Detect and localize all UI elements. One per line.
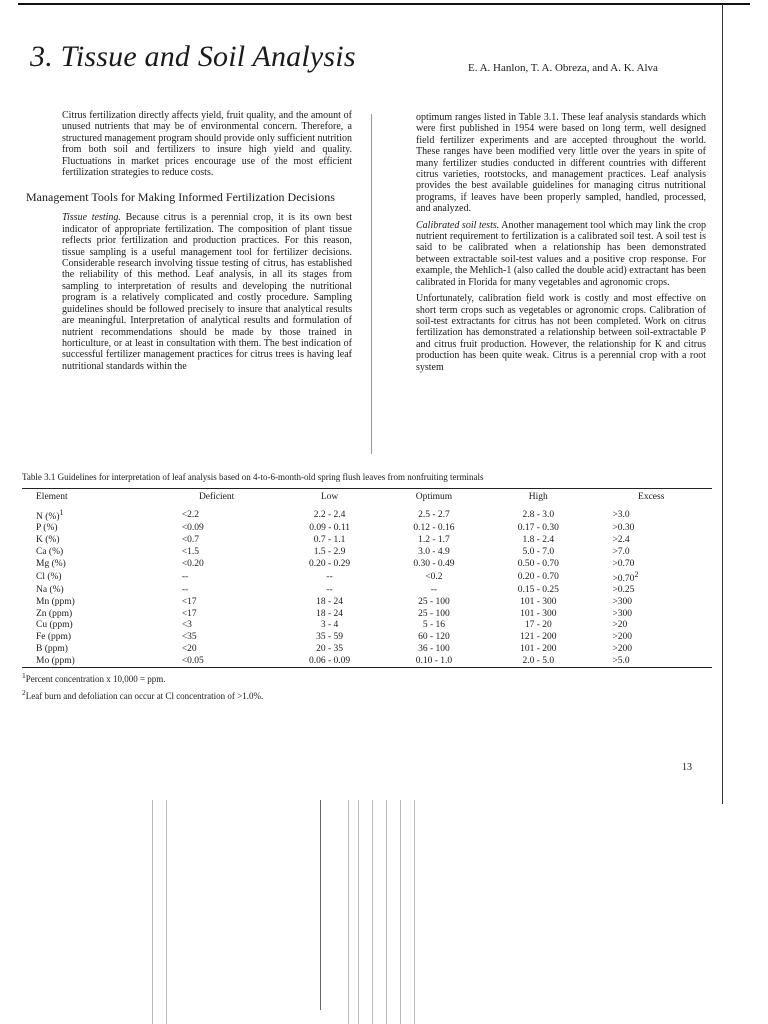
optimum-value: 0.12 - 0.16: [413, 523, 455, 534]
excess-value: >0.30: [612, 523, 635, 534]
page-edge: [722, 4, 723, 804]
table-row: [22, 546, 712, 558]
deficient-value: <0.09: [181, 523, 204, 534]
low-value: 1.5 - 2.9: [313, 546, 346, 557]
cell-optimum: [382, 608, 486, 620]
deficient-value: <0.05: [181, 656, 204, 667]
cell-excess: [590, 584, 712, 596]
table-row: [22, 558, 712, 570]
cell-low: [277, 631, 381, 643]
cell-deficient: [156, 584, 278, 596]
high-value: 0.20 - 0.70: [517, 571, 559, 582]
element-name: Ca (%): [36, 546, 64, 557]
excess-value: >200: [612, 644, 633, 655]
cell-element: [22, 558, 156, 570]
calibration-paragraph: Unfortunately, calibration field work is costly and most effective on short term crops such as vegetables or agronomic crops. Calibration of soil-test extractants for citrus has not been completed. Work on citrus fertilization has demonstrated a relationship between soil-extractable P and citrus fruit production. However, the relationship for K and citrus production has been quite weak. Citrus is a perennial crop with a root system: [416, 293, 706, 373]
cell-deficient: [156, 505, 278, 522]
cell-high: [486, 631, 590, 643]
cell-deficient: [156, 655, 278, 667]
low-value: 0.06 - 0.09: [309, 656, 351, 667]
cell-high: [486, 643, 590, 655]
cell-optimum: [382, 620, 486, 632]
footnote-1: [22, 670, 712, 685]
table-row: [22, 584, 712, 596]
excess-value: >0.25: [612, 584, 635, 595]
header-optimum: Optimum: [415, 492, 453, 502]
low-value: --: [326, 584, 333, 595]
element-name: Zn (ppm): [36, 608, 73, 619]
high-value: 101 - 300: [520, 596, 557, 607]
element-name: Cl (%): [36, 571, 62, 582]
cell-low: [277, 584, 381, 596]
cell-element: [22, 620, 156, 632]
optimum-value: --: [430, 584, 438, 595]
cell-optimum: [382, 546, 486, 558]
continuation-paragraph: optimum ranges listed in Table 3.1. These leaf analysis standards which were first published in 1954 were based on long term, well designed field fertilizer experiments and are accepted throughout the world. These ranges have been modified very little over the years in spite of many fertilizer studies conducted in different countries with different citrus varieties, rootstocks, and management practices. Leaf analysis provides the best available guidelines for managing citrus nutritional programs, if leaves have been properly sampled, handled, processed, and analyzed.: [416, 112, 706, 215]
right-column: [416, 112, 706, 378]
cell-high: [486, 596, 590, 608]
low-value: --: [326, 571, 333, 582]
footnote-2: [22, 687, 712, 702]
high-value: 101 - 300: [520, 608, 557, 619]
table-row: [22, 643, 712, 655]
tissue-testing-text: Because citrus is a perennial crop, it is its own best indicator of appropriate fertilization. The composition of plant tissue reflects prior fertilization and production practices. For this reason, tissue sampling is a useful management tool for fertilizer decisions. Considerable research involving tissue testing of citrus, has established the reliability of this method. Leaf analysis, in all its stages from sampling to interpretation of results and developing the nutritional program is a relatively complicated and costly procedure. Sampling guidelines should be followed precisely to insure that analytical results are meaningful. Interpretation of analytical results and formulation of nutrient recommendations should be made by those trained in horticulture, or at least in consultation with them. The best indication of successful fertilizer management practices for citrus trees is having leaf nutritional standards within the: [62, 212, 352, 372]
table-row: [22, 631, 712, 643]
cell-optimum: [382, 596, 486, 608]
cell-deficient: [156, 558, 278, 570]
optimum-value: 2.5 - 2.7: [418, 510, 450, 521]
element-name: Mn (ppm): [36, 596, 75, 607]
low-value: 35 - 59: [316, 632, 344, 643]
deficient-value: <0.20: [181, 558, 204, 569]
excess-value: >3.0: [612, 510, 630, 521]
excess-footnote-mark: 2: [634, 569, 639, 579]
excess-value: >7.0: [612, 546, 630, 557]
element-footnote-mark: 1: [59, 508, 64, 517]
element-name: N (%): [36, 512, 60, 523]
cell-deficient: [156, 546, 278, 558]
cell-element: [22, 570, 156, 584]
excess-value: >200: [612, 632, 633, 643]
table-row: [22, 534, 712, 546]
high-value: 0.50 - 0.70: [517, 558, 559, 569]
optimum-value: 0.30 - 0.49: [413, 558, 455, 569]
cell-element: [22, 631, 156, 643]
high-value: 2.8 - 3.0: [522, 510, 555, 521]
excess-value: >0.70: [612, 573, 635, 584]
calibrated-soil-tests-runin: Calibrated soil tests.: [416, 219, 500, 231]
deficient-value: <3: [181, 620, 192, 631]
high-value: 5.0 - 7.0: [522, 546, 555, 557]
optimum-value: <0.2: [425, 571, 443, 582]
cell-excess: [590, 558, 712, 570]
high-value: 1.8 - 2.4: [522, 534, 555, 545]
low-value: 0.20 - 0.29: [309, 558, 351, 569]
element-name: B (ppm): [36, 644, 68, 655]
cell-high: [486, 522, 590, 534]
leaf-analysis-table-block: [22, 472, 712, 702]
cell-low: [277, 643, 381, 655]
footnote-1-text: Percent concentration x 10,000 = ppm.: [25, 674, 166, 685]
excess-value: >20: [612, 620, 628, 631]
section-heading: Management Tools for Making Informed Fertilization Decisions: [26, 190, 335, 205]
cell-excess: [590, 522, 712, 534]
header-deficient: Deficient: [198, 492, 235, 502]
table-row: [22, 570, 712, 584]
cell-high: [486, 546, 590, 558]
low-value: 3 - 4: [320, 620, 339, 631]
element-name: P (%): [36, 523, 58, 534]
cell-deficient: [156, 596, 278, 608]
high-value: 2.0 - 5.0: [522, 656, 555, 667]
low-value: 20 - 35: [316, 644, 344, 655]
cell-low: [277, 570, 381, 584]
high-value: 17 - 20: [524, 620, 552, 631]
excess-value: >300: [612, 608, 633, 619]
low-value: 0.7 - 1.1: [313, 534, 346, 545]
cell-element: [22, 584, 156, 596]
cell-optimum: [382, 558, 486, 570]
table-caption: Table 3.1 Guidelines for interpretation of leaf analysis based on 4-to-6-month-old spring flush leaves from nonfruiting terminals: [22, 472, 484, 482]
table-row: [22, 620, 712, 632]
optimum-value: 25 - 100: [418, 608, 450, 619]
leaf-analysis-table: [22, 489, 712, 667]
element-name: Mg (%): [36, 558, 66, 569]
table-row: [22, 655, 712, 667]
table-row: [22, 505, 712, 522]
header-excess: Excess: [638, 492, 665, 502]
cell-high: [486, 534, 590, 546]
cell-element: [22, 643, 156, 655]
element-name: Fe (ppm): [36, 632, 72, 643]
footnote-2-mark: 2: [22, 688, 26, 698]
cell-excess: [590, 643, 712, 655]
deficient-value: <35: [181, 632, 197, 643]
cell-low: [277, 505, 381, 522]
excess-value: >5.0: [612, 656, 630, 667]
optimum-value: 60 - 120: [418, 632, 450, 643]
cell-element: [22, 522, 156, 534]
element-name: Na (%): [36, 584, 64, 595]
deficient-value: <20: [181, 644, 197, 655]
cell-element: [22, 608, 156, 620]
footnote-2-text: Leaf burn and defoliation can occur at Cl concentration of >1.0%.: [25, 691, 264, 702]
cell-optimum: [382, 534, 486, 546]
cell-high: [486, 558, 590, 570]
cell-excess: [590, 608, 712, 620]
table-row: [22, 596, 712, 608]
high-value: 121 - 200: [520, 632, 557, 643]
cell-low: [277, 522, 381, 534]
intro-paragraph: Citrus fertilization directly affects yield, fruit quality, and the amount of unused nutrients that may be of environmental concern. Therefore, a structured management program should provide only sufficient nutrition from both soil and fertilizers to insure high yield and quality. Fluctuations in market prices encourage use of the most efficient fertilization strategies to reduce costs.: [62, 110, 352, 179]
element-name: Mo (ppm): [36, 656, 75, 667]
top-rule: [18, 3, 750, 5]
tissue-testing-paragraph: [62, 212, 352, 372]
cell-low: [277, 608, 381, 620]
cell-excess: [590, 570, 712, 584]
optimum-value: 5 - 16: [422, 620, 446, 631]
low-value: 2.2 - 2.4: [313, 510, 346, 521]
cell-excess: [590, 596, 712, 608]
deficient-value: --: [181, 584, 189, 595]
cell-optimum: [382, 522, 486, 534]
header-element: Element: [36, 492, 68, 502]
deficient-value: <17: [181, 608, 197, 619]
cell-deficient: [156, 643, 278, 655]
cell-element: [22, 596, 156, 608]
page-number: 13: [682, 762, 692, 773]
low-value: 18 - 24: [316, 608, 344, 619]
table-bottom-rule: [22, 667, 712, 668]
cell-high: [486, 505, 590, 522]
cell-high: [486, 570, 590, 584]
cell-optimum: [382, 584, 486, 596]
optimum-value: 1.2 - 1.7: [418, 534, 450, 545]
authors: E. A. Hanlon, T. A. Obreza, and A. K. Alva: [468, 62, 658, 74]
table-header-row: [22, 489, 712, 505]
calibrated-soil-tests-text: Another management tool which may link the crop nutrient requirement to fertilization is a calibrated soil test. A soil test is said to be calibrated when a relationship has been demonstrated between extractable soil-test values and a positive crop response. For example, the Mehlich-1 (also called the double acid) extractant has been calibrated in Florida for many vegetables and agronomic crops.: [416, 219, 706, 288]
cell-optimum: [382, 505, 486, 522]
cell-deficient: [156, 570, 278, 584]
optimum-value: 36 - 100: [418, 644, 450, 655]
cell-low: [277, 596, 381, 608]
table-body: [22, 505, 712, 667]
cell-high: [486, 655, 590, 667]
cell-high: [486, 620, 590, 632]
cell-deficient: [156, 608, 278, 620]
cell-low: [277, 534, 381, 546]
cell-low: [277, 546, 381, 558]
high-value: 0.17 - 0.30: [517, 523, 559, 534]
cell-high: [486, 608, 590, 620]
high-value: 101 - 200: [520, 644, 557, 655]
cell-element: [22, 655, 156, 667]
cell-high: [486, 584, 590, 596]
header-low: Low: [320, 492, 339, 502]
column-divider: [371, 114, 372, 454]
excess-value: >0.70: [612, 558, 635, 569]
element-name: Cu (ppm): [36, 620, 73, 631]
optimum-value: 25 - 100: [418, 596, 450, 607]
low-value: 18 - 24: [316, 596, 344, 607]
cell-excess: [590, 546, 712, 558]
excess-value: >2.4: [612, 534, 630, 545]
element-name: K (%): [36, 534, 60, 545]
deficient-value: <2.2: [181, 510, 200, 521]
header-high: High: [528, 492, 548, 502]
cell-deficient: [156, 534, 278, 546]
cell-optimum: [382, 570, 486, 584]
cell-deficient: [156, 620, 278, 632]
deficient-value: <17: [181, 596, 197, 607]
cell-excess: [590, 534, 712, 546]
cell-element: [22, 505, 156, 522]
cell-excess: [590, 655, 712, 667]
cell-deficient: [156, 522, 278, 534]
high-value: 0.15 - 0.25: [517, 584, 559, 595]
cell-low: [277, 558, 381, 570]
cell-low: [277, 655, 381, 667]
cell-low: [277, 620, 381, 632]
scan-artifact: [150, 800, 450, 1024]
excess-value: >300: [612, 596, 633, 607]
table-row: [22, 522, 712, 534]
deficient-value: <0.7: [181, 534, 200, 545]
left-column: [26, 110, 352, 377]
footnote-1-mark: 1: [22, 671, 26, 681]
deficient-value: --: [181, 571, 189, 582]
table-row: [22, 608, 712, 620]
deficient-value: <1.5: [181, 546, 200, 557]
cell-optimum: [382, 631, 486, 643]
cell-optimum: [382, 643, 486, 655]
optimum-value: 3.0 - 4.9: [418, 546, 450, 557]
page-title: 3. Tissue and Soil Analysis: [30, 40, 356, 73]
cell-element: [22, 546, 156, 558]
cell-element: [22, 534, 156, 546]
cell-excess: [590, 505, 712, 522]
low-value: 0.09 - 0.11: [309, 523, 350, 534]
tissue-testing-runin: Tissue testing.: [62, 212, 121, 224]
calibrated-soil-tests-paragraph: [416, 220, 706, 288]
cell-optimum: [382, 655, 486, 667]
optimum-value: 0.10 - 1.0: [415, 656, 453, 667]
cell-deficient: [156, 631, 278, 643]
cell-excess: [590, 631, 712, 643]
cell-excess: [590, 620, 712, 632]
